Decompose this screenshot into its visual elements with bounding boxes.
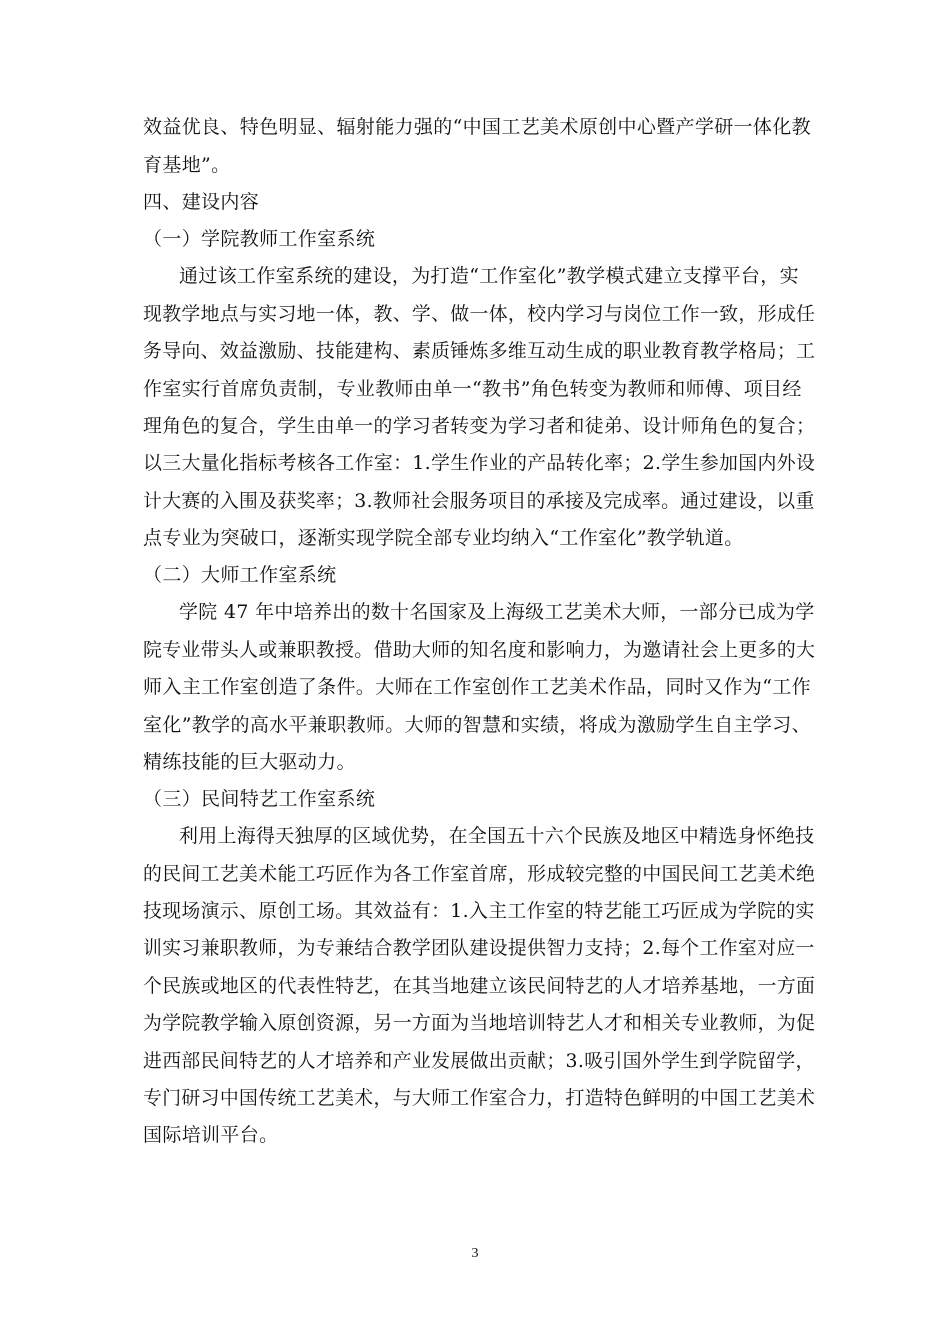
paragraph-line: 作室实行首席负责制，专业教师由单一“教书”角色转变为教师和师傅、项目经: [143, 378, 802, 400]
subsection-heading: （二）大师工作室系统: [143, 564, 337, 586]
paragraph-line: 院专业带头人或兼职教授。借助大师的知名度和影响力，为邀请社会上更多的大: [143, 639, 816, 661]
paragraph-line: 点专业为突破口，逐渐实现学院全部专业均纳入“工作室化”教学轨道。: [143, 527, 744, 549]
subsection-heading: （一）学院教师工作室系统: [143, 228, 376, 250]
paragraph-line: 务导向、效益激励、技能建构、素质锤炼多维互动生成的职业教育教学格局；工: [143, 340, 816, 362]
paragraph-line: 专门研习中国传统工艺美术，与大师工作室合力，打造特色鲜明的中国工艺美术: [143, 1087, 816, 1109]
paragraph-line: 师入主工作室创造了条件。大师在工作室创作工艺美术作品，同时又作为“工作: [143, 676, 811, 698]
paragraph-line: 通过该工作室系统的建设，为打造“工作室化”教学模式建立支撑平台，实: [179, 265, 799, 287]
page-number: 3: [471, 1246, 479, 1261]
paragraph-line: 利用上海得天独厚的区域优势，在全国五十六个民族及地区中精选身怀绝技: [179, 825, 815, 847]
paragraph-line: 育基地”。: [143, 154, 231, 176]
paragraph-line: 学院 47 年中培养出的数十名国家及上海级工艺美术大师，一部分已成为学: [179, 601, 815, 623]
paragraph-line: 室化”教学的高水平兼职教师。大师的智慧和实绩，将成为激励学生自主学习、: [143, 714, 811, 736]
paragraph-line: 精练技能的巨大驱动力。: [143, 751, 356, 773]
paragraph-line: 效益优良、特色明显、辐射能力强的“中国工艺美术原创中心暨产学研一体化教: [143, 116, 811, 138]
subsection-heading: （三）民间特艺工作室系统: [143, 788, 376, 810]
section-heading: 四、建设内容: [143, 191, 260, 213]
paragraph-line: 以三大量化指标考核各工作室：1.学生作业的产品转化率；2.学生参加国内外设: [143, 452, 816, 474]
paragraph-line: 个民族或地区的代表性特艺，在其当地建立该民间特艺的人才培养基地，一方面: [143, 975, 816, 997]
paragraph-line: 训实习兼职教师，为专兼结合教学团队建设提供智力支持；2.每个工作室对应一: [143, 937, 815, 959]
paragraph-line: 计大赛的入围及获奖率；3.教师社会服务项目的承接及完成率。通过建设，以重: [143, 490, 815, 512]
paragraph-line: 的民间工艺美术能工巧匠作为各工作室首席，形成较完整的中国民间工艺美术绝: [143, 863, 816, 885]
paragraph-line: 为学院教学输入原创资源，另一方面为当地培训特艺人才和相关专业教师，为促: [143, 1012, 816, 1034]
paragraph-line: 进西部民间特艺的人才培养和产业发展做出贡献；3.吸引国外学生到学院留学，: [143, 1050, 815, 1072]
paragraph-line: 技现场演示、原创工场。其效益有：1.入主工作室的特艺能工巧匠成为学院的实: [143, 900, 815, 922]
paragraph-line: 国际培训平台。: [143, 1124, 279, 1146]
paragraph-line: 现教学地点与实习地一体，教、学、做一体，校内学习与岗位工作一致，形成任: [143, 303, 816, 325]
paragraph-line: 理角色的复合，学生由单一的学习者转变为学习者和徒弟、设计师角色的复合；: [143, 415, 816, 437]
